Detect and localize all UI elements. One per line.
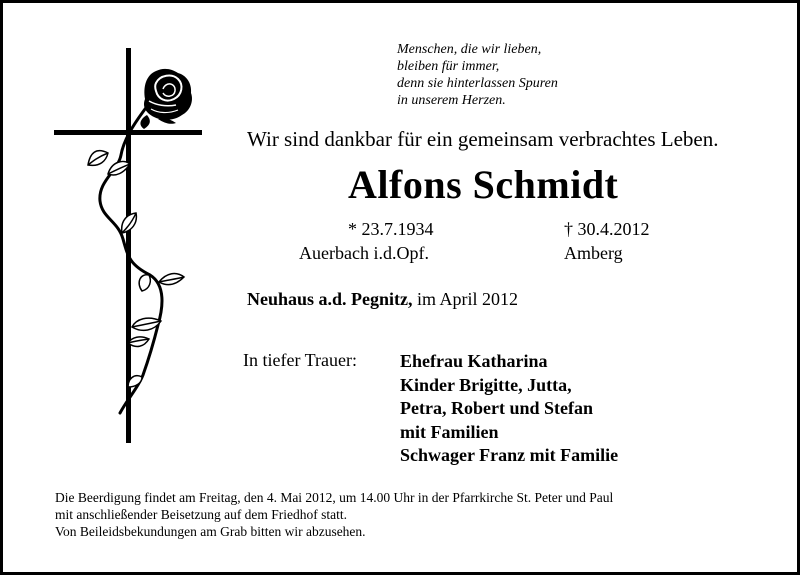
poem-line: Menschen, die wir lieben, [397,42,542,57]
rose-icon [140,69,192,129]
funeral-info-line: Die Beerdigung findet am Freitag, den 4. Mai 2012, um 14.00 Uhr in der Pfarrkirche St. Peter und Paul [55,490,614,505]
deceased-name: Alfons Schmidt [348,162,619,207]
gratitude-line: Wir sind dankbar für ein gemeinsam verbrachtes Leben. [247,127,719,151]
death-date: † 30.4.2012 [564,219,650,239]
poem [397,41,558,109]
mourner-line: Kinder Brigitte, Jutta, [400,374,572,395]
funeral-info [55,489,613,540]
funeral-info-line: Von Beileidsbekundungen am Grab bitten wir abzusehen. [55,524,366,539]
mourners-list [400,350,618,468]
mourning-label: In tiefer Trauer: [243,350,357,370]
mourner-line: Ehefrau Katharina [400,351,548,371]
mourner-line: mit Familien [400,421,499,442]
death-place: Amberg [564,243,623,263]
location-date: im April 2012 [412,289,519,309]
poem-line: bleiben für immer, [397,59,500,74]
mourner-line: Petra, Robert und Stefan [400,398,593,418]
cross-with-rose-illustration [48,43,208,448]
mourner-line: Schwager Franz mit Familie [400,445,619,465]
location-place: Neuhaus a.d. Pegnitz, [247,289,413,309]
funeral-info-line: mit anschließender Beisetzung auf dem Friedhof statt. [55,507,348,522]
poem-line: denn sie hinterlassen Spuren [397,76,558,91]
poem-line: in unserem Herzen. [397,93,506,108]
birth-date: * 23.7.1934 [348,219,434,239]
location-date-line [247,289,518,310]
birth-place: Auerbach i.d.Opf. [299,243,429,263]
